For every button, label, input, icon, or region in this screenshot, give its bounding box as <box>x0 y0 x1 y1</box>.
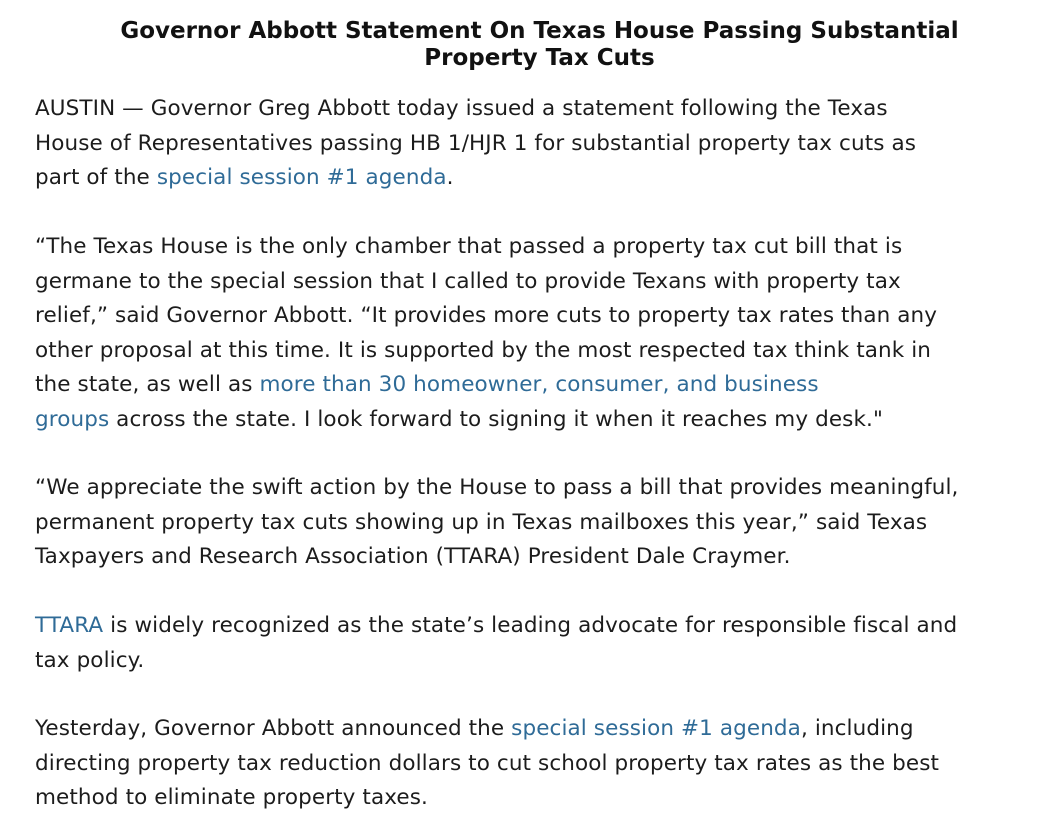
paragraph-ttara-about <box>35 609 1045 678</box>
headline <box>0 18 1051 72</box>
paragraph-line: germane to the special session that I called to provide Texans with property tax <box>35 268 901 294</box>
paragraph-line: method to eliminate property taxes. <box>35 785 428 810</box>
paragraph-intro <box>35 92 1045 196</box>
headline-line-2: Property Tax Cuts <box>424 45 655 71</box>
headline-line-1: Governor Abbott Statement On Texas House Passing Substantial <box>120 18 959 44</box>
paragraph-line: relief,” said Governor Abbott. “It provides more cuts to property tax rates than any <box>35 303 938 328</box>
paragraph-line: Taxpayers and Research Association (TTARA) President Dale Craymer. <box>35 544 791 569</box>
special-session-agenda-link-2[interactable]: special session #1 agenda <box>511 716 801 741</box>
text-run: part of the <box>35 165 157 190</box>
special-session-agenda-link[interactable]: special session #1 agenda <box>156 165 447 190</box>
supporting-groups-link[interactable]: more than 30 homeowner, consumer, and business <box>259 372 819 397</box>
paragraph-line: AUSTIN — Governor Greg Abbott today issued a statement following the Texas <box>35 96 888 121</box>
text-run: the state, as well as <box>35 372 260 397</box>
text-run: is widely recognized as the state’s leading advocate for responsible fiscal and <box>103 613 958 638</box>
paragraph-line: House of Representatives passing HB 1/HJR 1 for substantial property tax cuts as <box>35 130 917 156</box>
paragraph-line: permanent property tax cuts showing up in Texas mailboxes this year,” said Texas <box>35 509 928 535</box>
paragraph-line: directing property tax reduction dollars to cut school property tax rates as the best <box>35 750 940 776</box>
paragraph-governor-quote <box>35 230 1045 437</box>
paragraph-yesterday <box>35 712 1045 816</box>
paragraph-line <box>35 161 1045 196</box>
paragraph-line: tax policy. <box>35 647 145 673</box>
paragraph-line <box>35 712 1045 747</box>
paragraph-line: “The Texas House is the only chamber that passed a property tax cut bill that is <box>35 234 903 259</box>
supporting-groups-link-cont[interactable]: groups <box>35 406 110 432</box>
ttara-link[interactable]: TTARA <box>35 613 104 638</box>
text-run: , including <box>800 716 914 741</box>
paragraph-line <box>35 609 1045 644</box>
paragraph-line: other proposal at this time. It is supported by the most respected tax think tank in <box>35 337 932 363</box>
text-run: . <box>446 165 454 190</box>
paragraph-ttara-quote <box>35 471 1045 575</box>
paragraph-line <box>35 368 1045 403</box>
text-run: across the state. I look forward to signing it when it reaches my desk." <box>109 406 883 432</box>
text-run: Yesterday, Governor Abbott announced the <box>35 716 512 741</box>
paragraph-line: “We appreciate the swift action by the House to pass a bill that provides meaningful, <box>35 475 959 500</box>
paragraph-line <box>35 403 1045 438</box>
